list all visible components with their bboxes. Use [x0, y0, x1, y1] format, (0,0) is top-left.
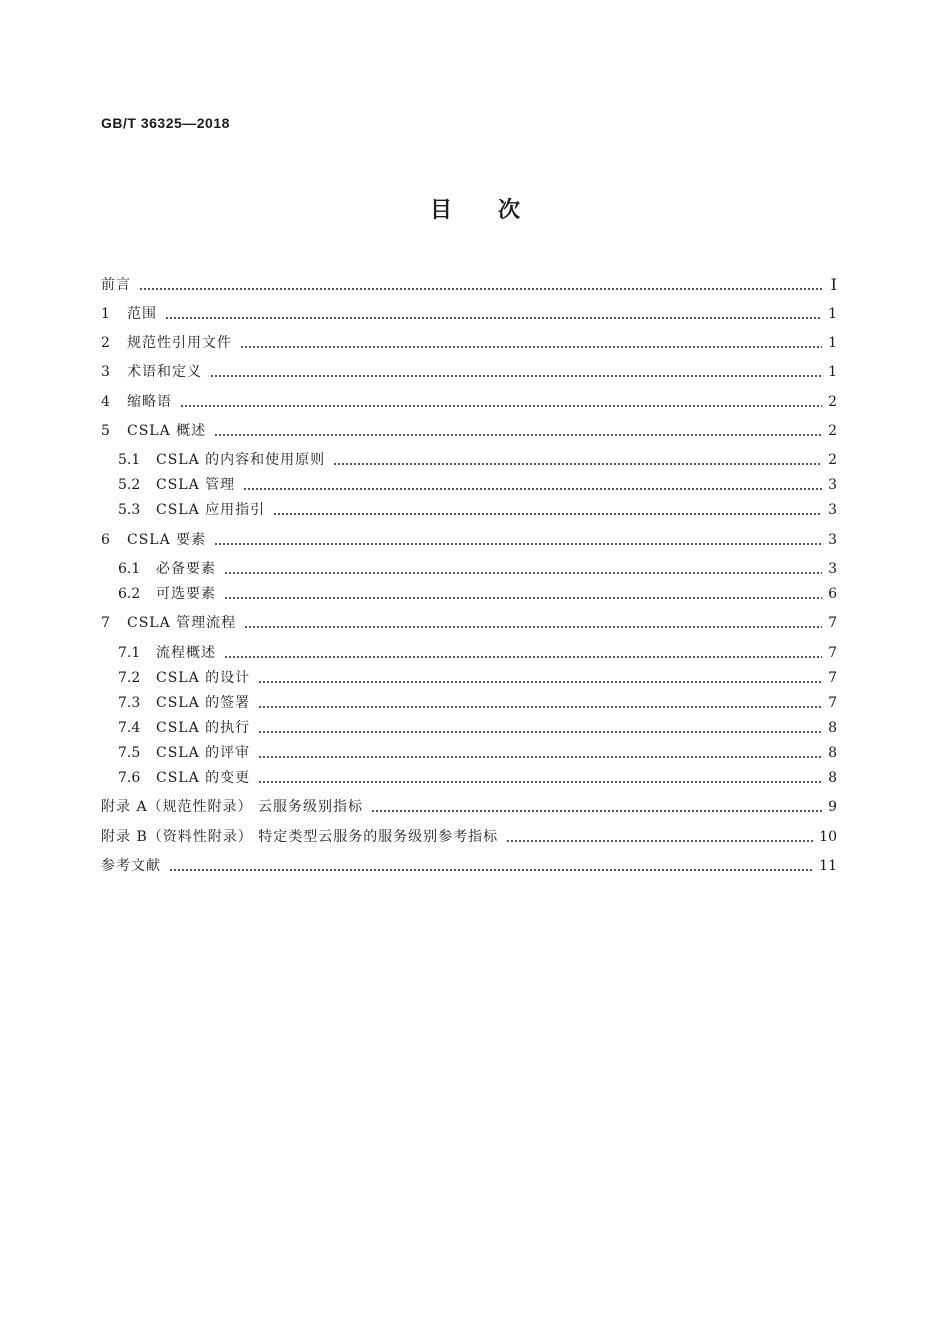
toc-entry-number: 7.6	[118, 770, 141, 786]
toc-entry-number: 4	[101, 394, 110, 410]
toc-entry-label: CSLA 应用指引	[156, 502, 266, 518]
toc-entry-label: 范围	[127, 306, 157, 322]
toc-entry-label: 附录 A（规范性附录） 云服务级别指标	[101, 799, 364, 815]
toc-dot-leader	[180, 392, 822, 412]
toc-dot-leader	[224, 559, 822, 579]
toc-dot-leader	[258, 718, 822, 738]
toc-dot-leader	[333, 450, 822, 470]
toc-entry-label: CSLA 的变更	[156, 770, 251, 786]
toc-dot-leader	[165, 304, 822, 324]
toc-dot-leader	[139, 275, 823, 295]
toc-entry-label: 缩略语	[127, 394, 172, 410]
toc-entry-label: 可选要素	[156, 586, 216, 602]
toc-page-number: 11	[819, 858, 837, 874]
toc-entry-number: 7	[101, 615, 110, 631]
toc-dot-leader	[258, 768, 822, 788]
toc-entry-number: 7.2	[118, 670, 141, 686]
toc-entry-label: CSLA 的内容和使用原则	[156, 452, 326, 468]
toc-entry-number: 1	[101, 306, 110, 322]
toc-entry-label: 附录 B（资料性附录） 特定类型云服务的服务级别参考指标	[101, 829, 499, 845]
toc-dot-leader	[214, 530, 822, 550]
toc-entry-label: 规范性引用文件	[127, 335, 232, 351]
toc-entry[interactable]	[101, 530, 837, 550]
toc-entry-number: 3	[101, 364, 110, 380]
toc-entry-label: 参考文献	[101, 858, 161, 874]
toc-entry-number: 7.1	[118, 645, 141, 661]
toc-page-number: 7	[828, 695, 837, 711]
toc-dot-leader	[224, 643, 822, 663]
toc-entry[interactable]	[118, 768, 837, 788]
toc-page-number: 3	[828, 477, 837, 493]
toc-entry-number: 5.3	[118, 502, 141, 518]
toc-entry[interactable]	[118, 743, 837, 763]
toc-entry[interactable]	[101, 797, 837, 817]
toc-page-number: 3	[828, 561, 837, 577]
table-of-contents	[101, 0, 837, 900]
toc-page-number: 6	[828, 586, 837, 602]
toc-page-number: I	[830, 275, 837, 294]
toc-dot-leader	[214, 421, 822, 441]
toc-page-number: 1	[828, 364, 837, 380]
toc-entry-number: 7.4	[118, 720, 141, 736]
toc-entry-label: CSLA 的评审	[156, 745, 251, 761]
toc-entry[interactable]	[118, 584, 837, 604]
toc-entry[interactable]	[101, 304, 837, 324]
toc-page-number: 7	[828, 670, 837, 686]
toc-entry[interactable]	[101, 275, 837, 295]
toc-entry-number: 6.2	[118, 586, 141, 602]
toc-page-number: 10	[819, 829, 837, 845]
toc-dot-leader	[258, 668, 822, 688]
page-title: 目次	[429, 198, 566, 223]
toc-entry-label: 流程概述	[156, 645, 216, 661]
toc-page-number: 8	[828, 720, 837, 736]
toc-entry-label: CSLA 的设计	[156, 670, 251, 686]
toc-dot-leader	[240, 333, 822, 353]
toc-page-number: 1	[828, 306, 837, 322]
toc-entry[interactable]	[101, 362, 837, 382]
toc-entry-label: CSLA 概述	[127, 423, 207, 439]
toc-page-number: 2	[828, 452, 837, 468]
toc-page-number: 8	[828, 770, 837, 786]
toc-page-number: 7	[828, 645, 837, 661]
toc-entry-number: 6.1	[118, 561, 141, 577]
toc-entry[interactable]	[118, 668, 837, 688]
toc-page-number: 3	[828, 502, 837, 518]
toc-entry[interactable]	[101, 856, 837, 876]
toc-entry[interactable]	[118, 718, 837, 738]
toc-dot-leader	[244, 613, 822, 633]
toc-page-number: 7	[828, 615, 837, 631]
toc-dot-leader	[210, 362, 822, 382]
toc-dot-leader	[506, 827, 813, 847]
toc-dot-leader	[258, 743, 822, 763]
toc-entry[interactable]	[118, 643, 837, 663]
toc-entry-label: CSLA 的执行	[156, 720, 251, 736]
toc-dot-leader	[224, 584, 822, 604]
toc-entry[interactable]	[101, 333, 837, 353]
toc-entry-label: 必备要素	[156, 561, 216, 577]
toc-page-number: 2	[828, 394, 837, 410]
toc-entry-label: CSLA 要素	[127, 532, 207, 548]
toc-entry[interactable]	[118, 500, 837, 520]
toc-entry[interactable]	[101, 421, 837, 441]
toc-entry-label: CSLA 的签署	[156, 695, 251, 711]
toc-entry[interactable]	[118, 450, 837, 470]
toc-entry-number: 6	[101, 532, 110, 548]
toc-entry-number: 5.2	[118, 477, 141, 493]
toc-page-number: 9	[828, 799, 837, 815]
toc-entry[interactable]	[101, 827, 837, 847]
toc-dot-leader	[371, 797, 822, 817]
toc-entry-label: CSLA 管理流程	[127, 615, 237, 631]
toc-page-number: 8	[828, 745, 837, 761]
toc-entry-label: CSLA 管理	[156, 477, 236, 493]
toc-entry[interactable]	[118, 475, 837, 495]
toc-entry-number: 7.5	[118, 745, 141, 761]
toc-dot-leader	[258, 693, 822, 713]
toc-page-number: 2	[828, 423, 837, 439]
toc-entry-number: 7.3	[118, 695, 141, 711]
toc-page-number: 1	[828, 335, 837, 351]
toc-dot-leader	[243, 475, 822, 495]
toc-entry[interactable]	[118, 559, 837, 579]
toc-entry[interactable]	[101, 613, 837, 633]
toc-entry-label: 术语和定义	[127, 364, 202, 380]
standard-code: GB/T 36325—2018	[101, 115, 230, 131]
toc-entry[interactable]	[101, 392, 837, 412]
toc-entry-number: 5	[101, 423, 110, 439]
toc-dot-leader	[273, 500, 822, 520]
toc-entry-label: 前言	[101, 277, 131, 293]
toc-page-number: 3	[828, 532, 837, 548]
toc-entry-number: 2	[101, 335, 110, 351]
toc-entry-number: 5.1	[118, 452, 141, 468]
toc-entry[interactable]	[118, 693, 837, 713]
toc-dot-leader	[169, 856, 813, 876]
